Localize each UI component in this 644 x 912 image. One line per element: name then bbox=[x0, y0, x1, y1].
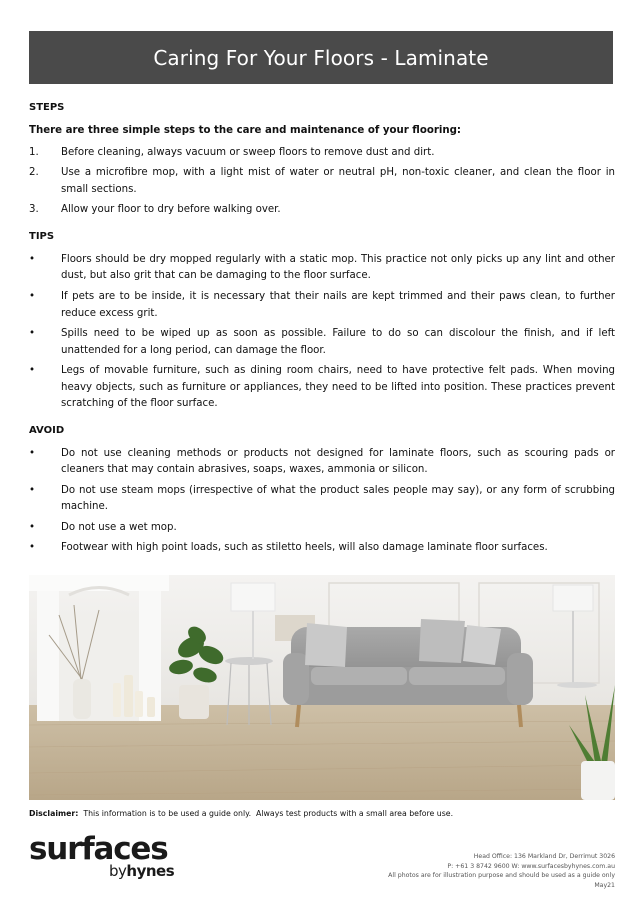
steps-list bbox=[29, 145, 615, 219]
list-item bbox=[29, 202, 615, 219]
title-banner bbox=[29, 31, 613, 84]
bullet: • bbox=[29, 542, 36, 554]
item-text: Use a microfibre mop, with a light mist of water or neutral pH, non-toxic cleaner, and clean the floor in small sections. bbox=[61, 167, 615, 195]
item-text: Before cleaning, always vacuum or sweep floors to remove dust and dirt. bbox=[61, 146, 435, 158]
logo-wordmark: surfaces bbox=[29, 831, 168, 867]
footer-date: May21 bbox=[594, 881, 615, 889]
item-number: 1. bbox=[29, 146, 39, 158]
footer-address: Head Office: 136 Markland Dr, Derrimut 3026 bbox=[473, 853, 615, 860]
document-body bbox=[29, 100, 615, 561]
disclaimer-label: Disclaimer: bbox=[29, 809, 79, 818]
item-text: Footwear with high point loads, such as stiletto heels, will also damage laminate floor surfaces. bbox=[61, 542, 548, 554]
item-text: Do not use steam mops (irrespective of what the product sales people may say), or any form of scrubbing machine. bbox=[61, 484, 615, 513]
footer-photo-note: All photos are for illustration purpose and should be used as a guide only bbox=[388, 872, 615, 880]
item-text: Floors should be dry mopped regularly with a static mop. This practice not only picks up any lint and other dust, but also grit that can be damaging to the floor surface. bbox=[61, 253, 615, 282]
item-text: Spills need to be wiped up as soon as possible. Failure to do so can discolour the finish, and if left unattended for a long period, can damage the floor. bbox=[61, 328, 615, 356]
tips-heading: TIPS bbox=[29, 230, 55, 242]
item-number: 2. bbox=[29, 167, 39, 179]
logo-by: by bbox=[109, 862, 127, 880]
bullet: • bbox=[29, 365, 36, 377]
disclaimer-text: This information is to be used a guide only. Always test products with a small area before use. bbox=[78, 809, 454, 818]
footer-phone-web: P: +61 3 8742 9600 W: www.surfacesbyhynes.com.au bbox=[447, 862, 615, 870]
item-text: Legs of movable furniture, such as dining room chairs, need to have protective felt pads. When moving heavy objects, such as furniture or appliances, they need to be lifted into position. These practices prevent scratching of the floor surface. bbox=[61, 365, 615, 410]
disclaimer bbox=[29, 809, 453, 818]
list-item bbox=[29, 520, 615, 537]
living-room-photo bbox=[29, 575, 615, 800]
list-item bbox=[29, 252, 615, 285]
logo-subline bbox=[109, 862, 174, 880]
list-item bbox=[29, 145, 615, 162]
list-item bbox=[29, 289, 615, 322]
list-item bbox=[29, 483, 615, 516]
bullet: • bbox=[29, 484, 36, 496]
item-number: 3. bbox=[29, 204, 39, 216]
page-title: Caring For Your Floors - Laminate bbox=[153, 45, 489, 70]
steps-intro: There are three simple steps to the care and maintenance of your flooring: bbox=[29, 125, 461, 137]
bullet: • bbox=[29, 253, 36, 265]
avoid-list bbox=[29, 446, 615, 557]
bullet: • bbox=[29, 290, 36, 302]
bullet: • bbox=[29, 447, 36, 459]
logo-brand: hynes bbox=[126, 862, 175, 880]
item-text: Allow your floor to dry before walking over. bbox=[61, 204, 281, 216]
tips-list bbox=[29, 252, 615, 413]
bullet: • bbox=[29, 521, 36, 533]
list-item bbox=[29, 326, 615, 359]
list-item bbox=[29, 165, 615, 198]
avoid-heading: AVOID bbox=[29, 424, 65, 436]
list-item bbox=[29, 540, 615, 557]
item-text: Do not use a wet mop. bbox=[61, 521, 177, 533]
item-text: Do not use cleaning methods or products not designed for laminate floors, such as scouring pads or cleaners that may contain abrasives, soaps, waxes, ammonia or silicon. bbox=[61, 447, 615, 476]
list-item bbox=[29, 363, 615, 413]
steps-heading: STEPS bbox=[29, 102, 65, 113]
footer-contact bbox=[388, 852, 615, 890]
bullet: • bbox=[29, 328, 36, 340]
item-text: If pets are to be inside, it is necessary that their nails are kept trimmed and their paws clean, to further reduce excess grit. bbox=[61, 290, 615, 319]
list-item bbox=[29, 446, 615, 479]
company-logo bbox=[29, 831, 175, 880]
